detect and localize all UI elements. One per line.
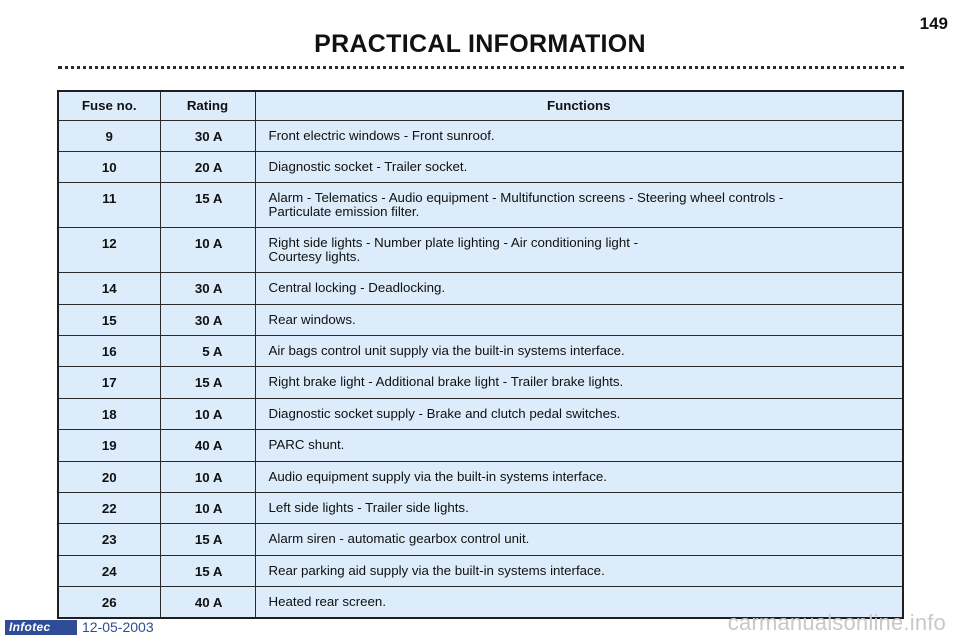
- fuse-functions-cell: Right side lights - Number plate lighting - Air conditioning light - Courtesy lights.: [255, 228, 903, 273]
- fuse-functions-cell: Rear parking aid supply via the built-in systems interface.: [255, 555, 903, 586]
- table-row: [58, 367, 903, 398]
- fuse-rating-cell: 15 A: [160, 183, 255, 228]
- fuse-number-cell: 17: [58, 367, 160, 398]
- table-row: [58, 336, 903, 367]
- table-row: [58, 493, 903, 524]
- fuse-functions-cell: Right brake light - Additional brake light - Trailer brake lights.: [255, 367, 903, 398]
- header-fuse-no: Fuse no.: [58, 91, 160, 120]
- table-header-row: [58, 91, 903, 120]
- fuse-functions-cell: Diagnostic socket supply - Brake and clutch pedal switches.: [255, 398, 903, 429]
- fuse-rating-cell: 20 A: [160, 151, 255, 182]
- table-row: [58, 430, 903, 461]
- fuse-number-cell: 20: [58, 461, 160, 492]
- fuse-rating-cell: 10 A: [160, 398, 255, 429]
- fuse-rating-cell: 10 A: [160, 461, 255, 492]
- fuse-functions-cell: Central locking - Deadlocking.: [255, 273, 903, 304]
- fuse-functions-cell: Alarm siren - automatic gearbox control unit.: [255, 524, 903, 555]
- table-row: [58, 398, 903, 429]
- fuse-number-cell: 24: [58, 555, 160, 586]
- fuse-rating-cell: 5 A: [160, 336, 255, 367]
- table-row: [58, 228, 903, 273]
- page-number: 149: [919, 14, 948, 33]
- fuse-rating-cell: 15 A: [160, 367, 255, 398]
- table-row: [58, 304, 903, 335]
- infotec-logo: Infotec: [5, 620, 77, 635]
- fuse-rating-cell: 15 A: [160, 555, 255, 586]
- fuse-rating-cell: 30 A: [160, 120, 255, 151]
- fuse-functions-cell: Air bags control unit supply via the built-in systems interface.: [255, 336, 903, 367]
- header-functions: Functions: [255, 91, 903, 120]
- table-row: [58, 555, 903, 586]
- fuse-number-cell: 22: [58, 493, 160, 524]
- table-row: [58, 151, 903, 182]
- fuse-functions-cell: Diagnostic socket - Trailer socket.: [255, 151, 903, 182]
- fuse-number-cell: 16: [58, 336, 160, 367]
- fuse-number-cell: 19: [58, 430, 160, 461]
- fuse-number-cell: 15: [58, 304, 160, 335]
- fuse-number-cell: 10: [58, 151, 160, 182]
- table-row: [58, 273, 903, 304]
- fuse-functions-cell: Heated rear screen.: [255, 587, 903, 618]
- fuse-number-cell: 26: [58, 587, 160, 618]
- fuse-rating-cell: 40 A: [160, 587, 255, 618]
- footer-date: 12-05-2003: [82, 619, 154, 635]
- fuse-number-cell: 23: [58, 524, 160, 555]
- fuse-number-cell: 11: [58, 183, 160, 228]
- table-row: [58, 461, 903, 492]
- fuse-table: [57, 90, 904, 619]
- fuse-functions-cell: Front electric windows - Front sunroof.: [255, 120, 903, 151]
- fuse-number-cell: 18: [58, 398, 160, 429]
- table-row: [58, 120, 903, 151]
- table-row: [58, 524, 903, 555]
- fuse-functions-cell: Left side lights - Trailer side lights.: [255, 493, 903, 524]
- fuse-number-cell: 9: [58, 120, 160, 151]
- fuse-rating-cell: 10 A: [160, 493, 255, 524]
- fuse-rating-cell: 30 A: [160, 273, 255, 304]
- header-rating: Rating: [160, 91, 255, 120]
- fuse-functions-cell: PARC shunt.: [255, 430, 903, 461]
- fuse-number-cell: 12: [58, 228, 160, 273]
- fuse-functions-cell: Audio equipment supply via the built-in systems interface.: [255, 461, 903, 492]
- fuse-rating-cell: 40 A: [160, 430, 255, 461]
- fuse-functions-cell: Alarm - Telematics - Audio equipment - Multifunction screens - Steering wheel controls - Particulate emission filter.: [255, 183, 903, 228]
- fuse-rating-cell: 30 A: [160, 304, 255, 335]
- fuse-rating-cell: 15 A: [160, 524, 255, 555]
- watermark-text: carmanualsonline.info: [727, 610, 946, 635]
- dotted-divider: [58, 66, 904, 69]
- fuse-functions-cell: Rear windows.: [255, 304, 903, 335]
- fuse-number-cell: 14: [58, 273, 160, 304]
- page-title: PRACTICAL INFORMATION: [314, 30, 646, 58]
- fuse-table-body: [58, 120, 903, 618]
- fuse-rating-cell: 10 A: [160, 228, 255, 273]
- table-row: [58, 183, 903, 228]
